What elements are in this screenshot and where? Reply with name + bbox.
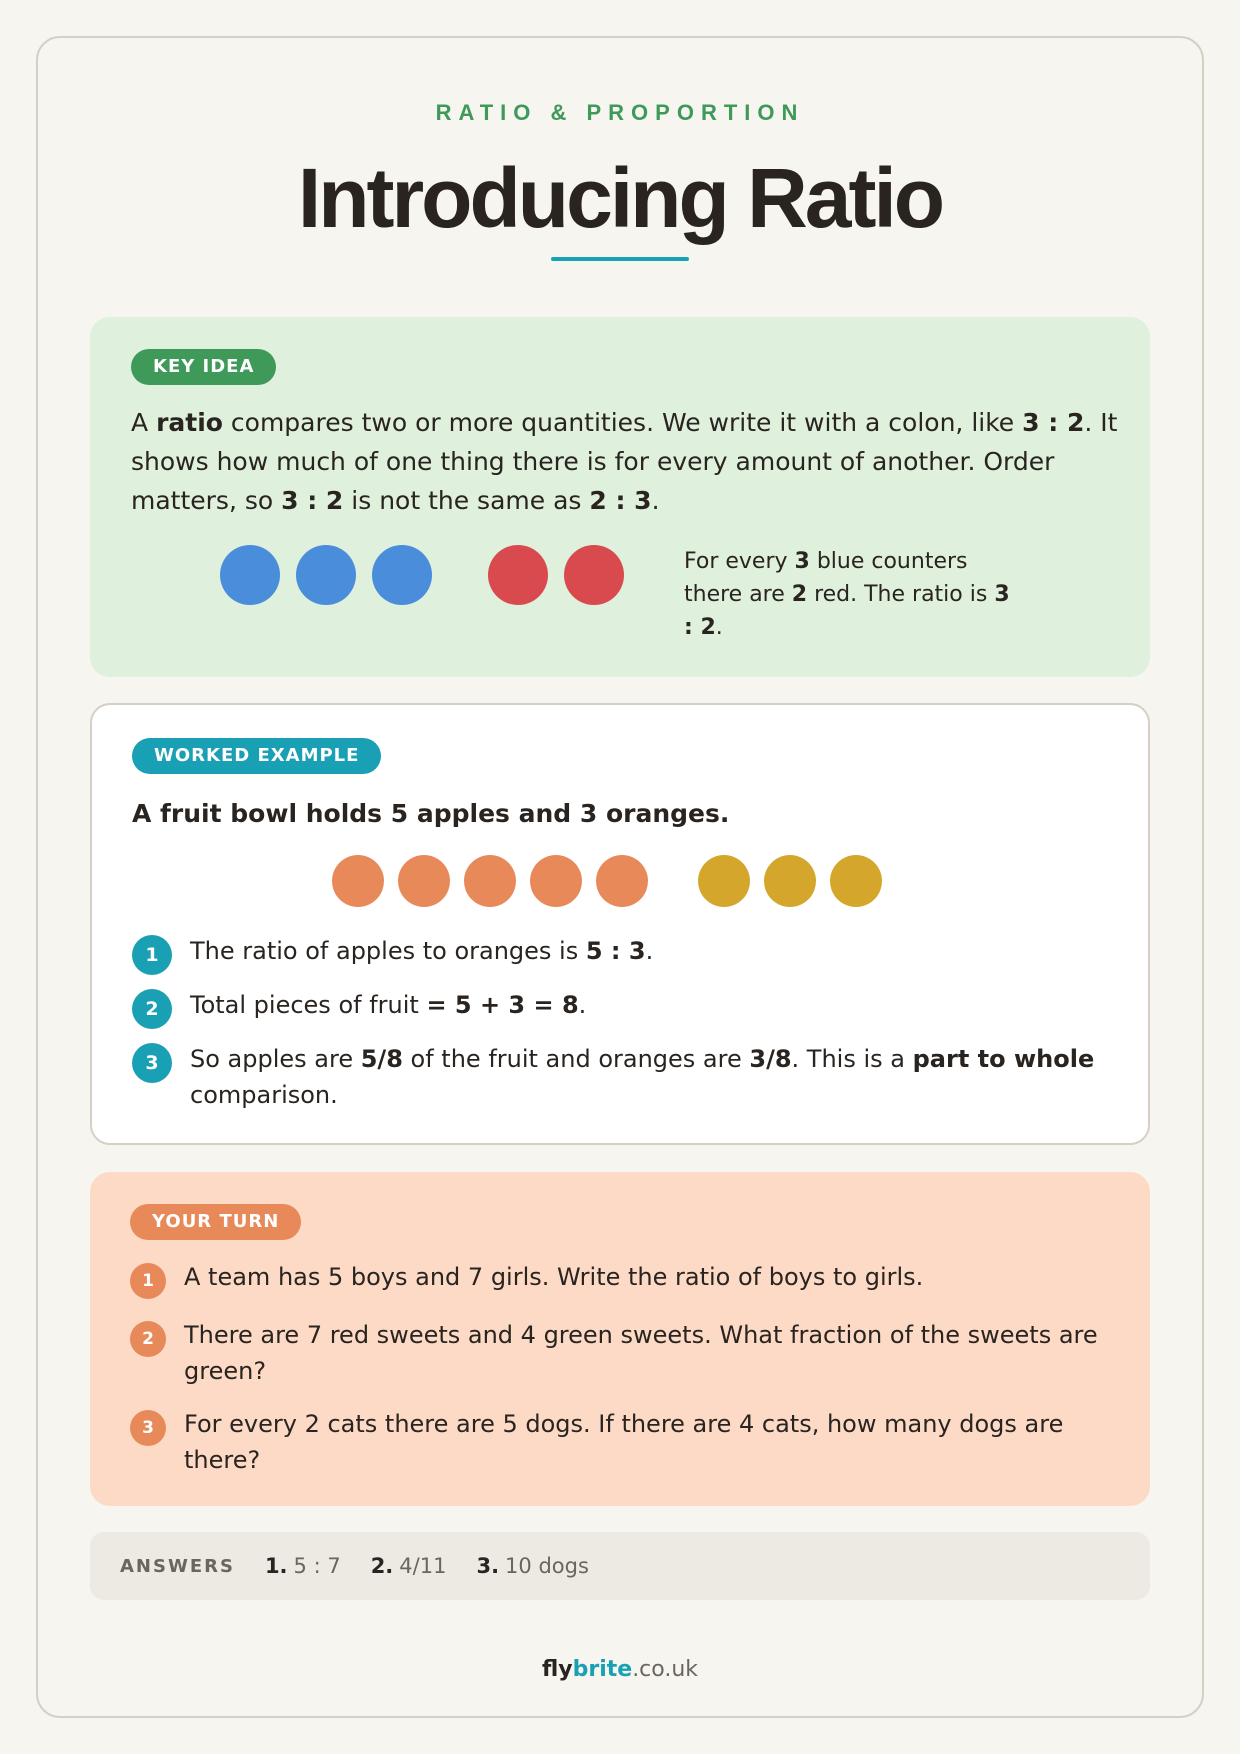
worked-example-panel xyxy=(90,703,1150,1145)
step-number: 1 xyxy=(132,935,172,975)
caption-bold: 3 xyxy=(794,549,810,574)
red-counter xyxy=(564,545,624,605)
step-bold: 5 : 3 xyxy=(585,937,646,965)
apple-counter xyxy=(398,855,450,907)
key-text-part: compares two or more quantities. We write it with a colon, like xyxy=(222,408,1023,437)
caption-bold: 2 xyxy=(791,582,808,607)
question-number: 1 xyxy=(130,1263,166,1299)
red-counter xyxy=(488,545,548,605)
step-text-part: . This is a xyxy=(791,1045,913,1073)
blue-counter xyxy=(220,545,280,605)
step-number: 3 xyxy=(132,1043,172,1083)
question-number: 3 xyxy=(130,1410,166,1446)
question-number: 2 xyxy=(130,1321,166,1357)
worked-example-badge: WORKED EXAMPLE xyxy=(132,738,381,774)
caption-part: red. The ratio is xyxy=(807,582,995,607)
your-turn-panel xyxy=(90,1172,1150,1506)
step-bold: part to whole xyxy=(912,1045,1095,1073)
brand-footer xyxy=(0,1657,1240,1682)
key-idea-badge: KEY IDEA xyxy=(131,349,276,385)
step-bold: 5/8 xyxy=(360,1045,403,1073)
title-underline xyxy=(551,257,689,261)
key-text-part: A xyxy=(131,408,157,437)
caption-part: blue counters there are xyxy=(684,549,968,607)
answers-label: ANSWERS xyxy=(120,1555,235,1577)
step-text xyxy=(190,1041,1130,1113)
apple-counter xyxy=(596,855,648,907)
orange-counter xyxy=(764,855,816,907)
apple-counter xyxy=(530,855,582,907)
step-text-part: So apples are xyxy=(190,1045,361,1073)
key-ratio-example: 2 : 3 xyxy=(589,486,652,515)
caption-part: For every xyxy=(684,549,795,574)
step-text-part: . xyxy=(578,991,587,1019)
answer-number: 3. xyxy=(476,1554,500,1578)
apple-counter xyxy=(332,855,384,907)
step-text-part: of the fruit and oranges are xyxy=(402,1045,750,1073)
orange-counter xyxy=(698,855,750,907)
answer-item xyxy=(371,1554,447,1578)
question-text: A team has 5 boys and 7 girls. Write the ratio of boys to girls. xyxy=(184,1263,924,1291)
your-turn-badge: YOUR TURN xyxy=(130,1204,301,1240)
key-text-part: . It shows how much of one thing there is for every amount of another. Order matters, so xyxy=(131,408,1118,515)
key-term-ratio: ratio xyxy=(156,408,223,437)
key-idea-text xyxy=(131,403,1121,520)
topic-kicker: RATIO & PROPORTION xyxy=(435,100,805,125)
answer-value: 5 : 7 xyxy=(293,1554,341,1578)
worked-example-lead: A fruit bowl holds 5 apples and 3 oranges. xyxy=(132,799,730,828)
step-number: 2 xyxy=(132,989,172,1029)
orange-counter xyxy=(830,855,882,907)
brand-part: brite xyxy=(572,1657,633,1682)
step-bold: 3/8 xyxy=(749,1045,792,1073)
key-text-part: . xyxy=(651,486,660,515)
answer-item xyxy=(265,1554,341,1578)
answer-value: 10 dogs xyxy=(505,1554,589,1578)
answer-item xyxy=(476,1554,588,1578)
answer-number: 1. xyxy=(264,1554,288,1578)
step-text-part: Total pieces of fruit xyxy=(190,991,427,1019)
step-text xyxy=(190,933,1130,969)
step-text-part: The ratio of apples to oranges is xyxy=(190,937,586,965)
key-idea-panel xyxy=(90,317,1150,677)
answer-number: 2. xyxy=(370,1554,394,1578)
key-ratio-example: 3 : 2 xyxy=(1022,408,1085,437)
step-text-part: comparison. xyxy=(190,1081,338,1109)
blue-counter xyxy=(296,545,356,605)
step-text-part: . xyxy=(645,937,654,965)
caption-part: . xyxy=(715,615,723,640)
brand-domain: .co.uk xyxy=(632,1657,699,1682)
step-bold: = 5 + 3 = 8 xyxy=(426,991,579,1019)
answers-bar xyxy=(90,1532,1150,1600)
key-text-part: is not the same as xyxy=(343,486,590,515)
question-text: There are 7 red sweets and 4 green sweets. What fraction of the sweets are green? xyxy=(184,1321,1098,1385)
brand-part: fly xyxy=(541,1657,573,1682)
key-idea-caption xyxy=(684,545,1024,644)
question-text: For every 2 cats there are 5 dogs. If there are 4 cats, how many dogs are there? xyxy=(184,1410,1064,1474)
step-text xyxy=(190,987,1130,1023)
answer-value: 4/11 xyxy=(399,1554,447,1578)
caption-bold: 3 : 2 xyxy=(684,582,1010,640)
page-title: Introducing Ratio xyxy=(297,151,943,245)
blue-counter xyxy=(372,545,432,605)
key-ratio-example: 3 : 2 xyxy=(281,486,344,515)
apple-counter xyxy=(464,855,516,907)
